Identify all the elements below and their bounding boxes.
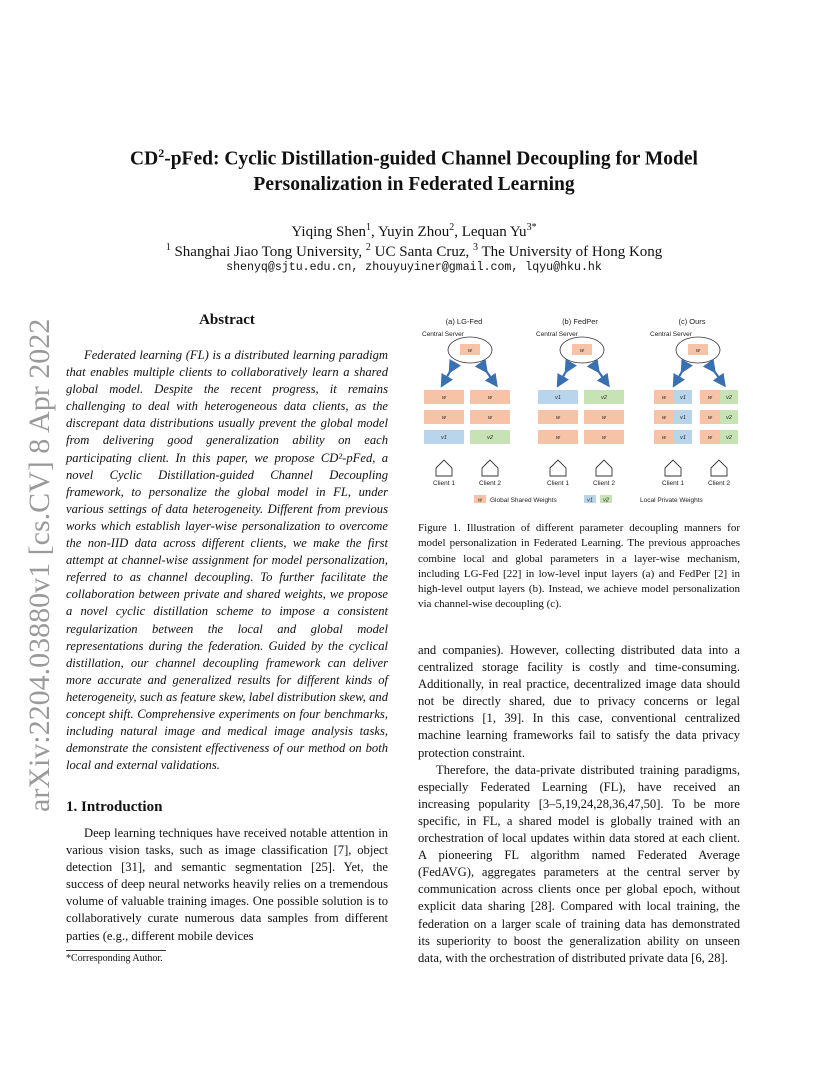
client-label: Client 2: [478, 480, 502, 487]
client-label: Client 1: [546, 480, 570, 487]
svg-text:w: w: [708, 395, 712, 401]
server-label-c: Central Server: [650, 331, 692, 338]
sync-arrows: [444, 368, 722, 382]
client-label: Client 2: [707, 480, 731, 487]
section-heading: 1. Introduction: [66, 799, 163, 815]
paper-title: [80, 141, 748, 197]
figure-1: [412, 312, 748, 508]
svg-text:w: w: [556, 415, 560, 421]
svg-text:v2: v2: [726, 395, 732, 401]
svg-text:w: w: [708, 415, 712, 421]
svg-text:w: w: [488, 415, 492, 421]
affil-sup: 3: [472, 242, 478, 253]
affiliation: UC Santa Cruz: [374, 244, 466, 260]
svg-text:v1: v1: [680, 395, 686, 401]
model-stack-a: [424, 390, 510, 444]
abstract-body: [66, 347, 388, 774]
server-label-a: Central Server: [422, 331, 464, 338]
arxiv-stamp: arXiv:2204.03880v1 [cs.CV] 8 Apr 2022: [23, 318, 56, 812]
client-house-icon: [436, 460, 727, 476]
svg-text:v2: v2: [487, 435, 493, 441]
title-line2: Personalization in Federated Learning: [253, 173, 575, 195]
client-label: Client 1: [661, 480, 685, 487]
client-label: Client 2: [592, 480, 616, 487]
svg-text:v2: v2: [726, 415, 732, 421]
svg-text:w: w: [662, 415, 666, 421]
author-name: Yiqing Shen: [291, 224, 367, 240]
svg-text:w: w: [662, 435, 666, 441]
svg-text:v2: v2: [726, 435, 732, 441]
server-weight-block: [460, 344, 708, 355]
footnote: *Corresponding Author.: [66, 953, 163, 964]
svg-text:w: w: [442, 415, 446, 421]
legend-local-label: Local Private Weights: [640, 497, 703, 504]
author-name: Yuyin Zhou: [377, 224, 450, 240]
abstract-text: Federated learning (FL) is a distributed learning paradigm that enables multiple clients to collaboratively learn a shared global model. Despite the recent progress, it remains challenging to deal with heterogeneous data clients, as the discrepant data distributions usually prevent the global model from delivering good generalization ability on each participating client. In this paper, we propose CD²-pFed, a novel Cyclic Distillation-guided Channel Decoupling framework, to personalize the global model in FL, under various settings of data heterogeneity. Different from previous works which establish layer-wise personalization to overcome the non-IID data across different clients, we make the first attempt at channel-wise assignment for model personalization, referred to as channel decoupling. To further facilitate the collaboration between private and shared weights, we propose a novel cyclic distillation scheme to impose a consistent regularization between the local and global model representations during the federation. Guided by the cyclical distillation, our channel decoupling framework can deliver more accurate and generalized results for different kinds of heterogeneity, such as feature skew, label distribution skew, and concept shift. Comprehensive experiments on four benchmarks, including natural image and medical image analysis tasks, demonstrate the consistent effectiveness of our method on both local and external validations.: [66, 348, 388, 773]
author-sup: 1: [366, 222, 372, 233]
affiliation: The University of Hong Kong: [481, 244, 663, 260]
affil-sup: 1: [165, 242, 171, 253]
model-stack-c: [654, 390, 738, 444]
panel-title-c: (c) Ours: [678, 317, 706, 326]
svg-text:v1: v1: [555, 395, 561, 401]
footnote-rule: [66, 950, 166, 951]
svg-text:w: w: [468, 348, 472, 354]
author-name: Lequan Yu: [461, 224, 527, 240]
title-line1: -pFed: Cyclic Distillation-guided Channel Decoupling for Model: [164, 148, 698, 170]
client-label: Client 1: [432, 480, 456, 487]
affiliation: Shanghai Jiao Tong University: [174, 244, 359, 260]
svg-text:v1: v1: [441, 435, 447, 441]
paragraph: Therefore, the data-private distributed training paradigms, especially Federated Learning (FL), have received an increasing popularity [3–5,19,24,28,36,47,50]. To be more specific, in FL, a shared model is globally trained with an orchestration of local updates within data stored at each client. A pioneering FL algorithm named Federated Average (FedAVG), aggregates parameters at the central server by communication across clients once per global epoch, without explicit data sharing [28]. Compared with local training, the federation on a larger scale of training data has demonstrated its superiority to boost the generalization ability on unseen data, with the orchestration of distributed private data [6, 28].: [418, 762, 740, 965]
panel-title-a: (a) LG-Fed: [445, 317, 483, 326]
svg-text:w: w: [556, 435, 560, 441]
affiliation-list: $^1$ Shanghai Jiao Tong University, $^2$ UC Santa Cruz, $^3$ The University of Hong Kong: [165, 242, 663, 260]
right-column-body: [418, 642, 740, 967]
title-sup: 2: [158, 146, 165, 160]
figure-caption: Figure 1. Illustration of different parameter decoupling manners for model personalization in Federated Learning. The previous approaches combine local and global parameters in a layer-wise mechanism, including LG-Fed [22] in low-level input layers (a) and FedPer [2] in high-level output layers (b). Instead, we achieve model personalization via channel-wise decoupling (c).: [418, 522, 740, 611]
svg-text:v1: v1: [680, 415, 686, 421]
title-prefix: CD: [130, 148, 159, 170]
author-list: Yiqing Shen$^1$, Yuyin Zhou$^2$, Lequan $Yu^{3*}$: [291, 222, 537, 240]
svg-text:v1: v1: [587, 497, 593, 504]
author-emails: shenyq@sjtu.edu.cn, zhouyuyiner@gmail.com, lqyu@hku.hk: [226, 261, 602, 274]
author-sup: 3*: [526, 222, 537, 233]
svg-text:w: w: [708, 435, 712, 441]
svg-text:w: w: [580, 348, 584, 354]
svg-text:w: w: [442, 395, 446, 401]
intro-text: Deep learning techniques have received notable attention in various vision tasks, such as image classification [7], object detection [31], and semantic segmentation [25]. Yet, the success of deep neural networks heavily relies on a tremendous volume of valuable training images. One possible solution is to collaboratively curate numerous data samples from different parties (e.g., different mobile devices: [66, 826, 388, 943]
paragraph: and companies). However, collecting distributed data into a centralized storage facility is costly and time-consuming. Additionally, in real practice, decentralized image data should not be directly shared, due to privacy concerns or legal restrictions [1, 39]. In this case, conventional centralized machine learning frameworks fail to satisfy the data privacy protection constraint.: [418, 643, 740, 760]
svg-text:w: w: [696, 348, 700, 354]
author-sup: 2: [449, 222, 455, 233]
svg-text:w: w: [602, 435, 606, 441]
svg-text:w: w: [488, 395, 492, 401]
server-label-b: Central Server: [536, 331, 578, 338]
panel-title-b: (b) FedPer: [562, 317, 598, 326]
abstract-heading: Abstract: [199, 312, 255, 328]
affil-sup: 2: [365, 242, 371, 253]
legend-shared-label: Global Shared Weights: [490, 497, 557, 504]
svg-text:w: w: [478, 497, 482, 504]
svg-text:v1: v1: [680, 435, 686, 441]
svg-text:v2: v2: [601, 395, 607, 401]
svg-text:w: w: [662, 395, 666, 401]
intro-body: [66, 825, 388, 945]
svg-text:v2: v2: [603, 497, 609, 504]
svg-text:w: w: [602, 415, 606, 421]
model-stack-b: [538, 390, 624, 444]
